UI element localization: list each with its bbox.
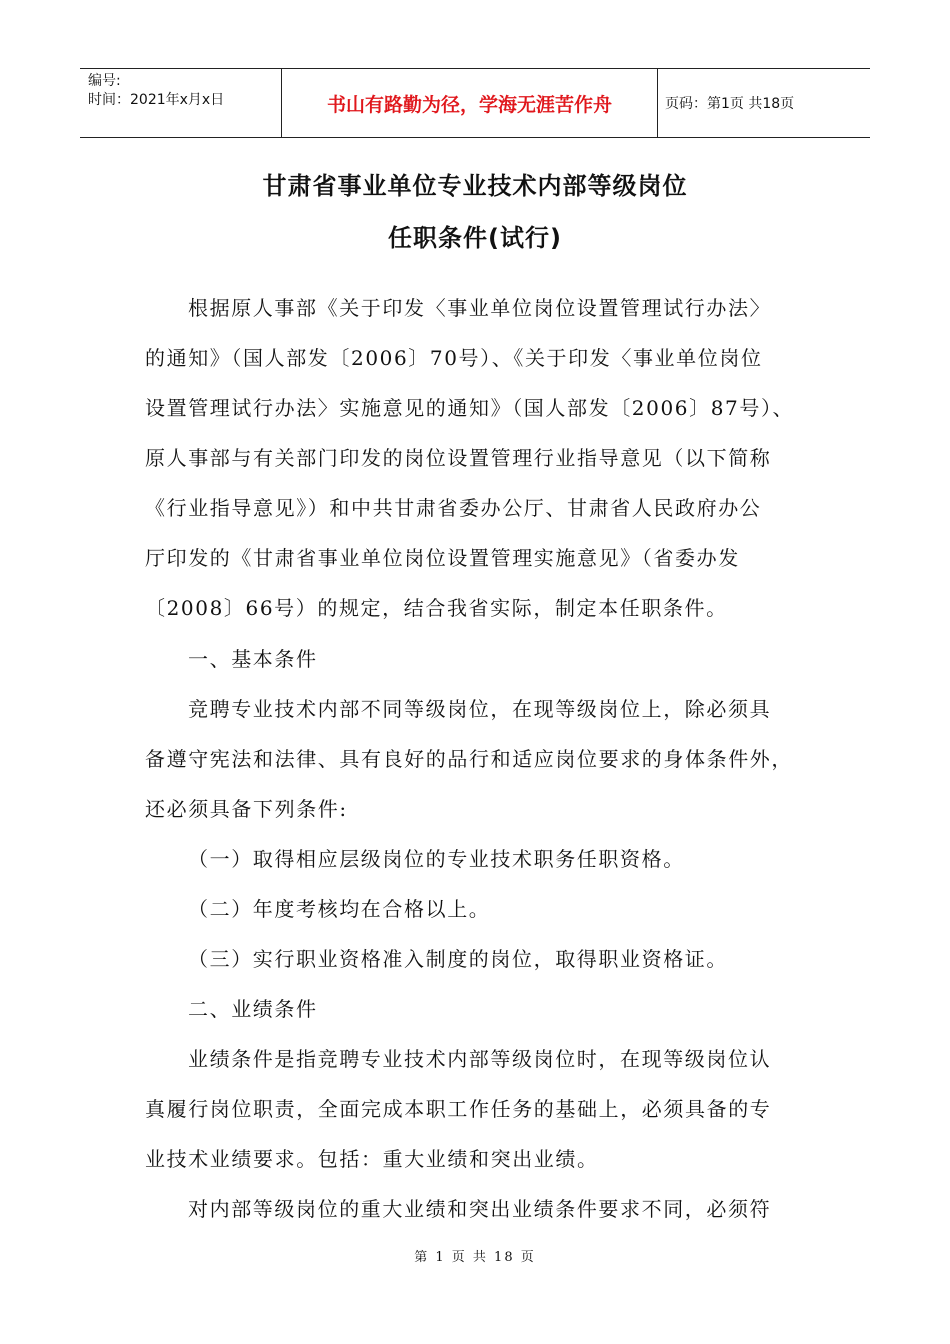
paragraph-line: 备遵守宪法和法律、具有良好的品行和适应岗位要求的身体条件外， <box>145 747 793 771</box>
paragraph-line: 真履行岗位职责，全面完成本职工作任务的基础上，必须具备的专 <box>145 1097 772 1121</box>
paragraph-line: 设置管理试行办法〉实施意见的通知》（国人部发〔2006〕87号）、 <box>145 396 795 420</box>
paragraph-line: 《行业指导意见》）和中共甘肃省委办公厅、甘肃省人民政府办公 <box>145 496 762 520</box>
list-item: （一）取得相应层级岗位的专业技术职务任职资格。 <box>188 847 685 871</box>
paragraph-line: 对内部等级岗位的重大业绩和突出业绩条件要求不同，必须符 <box>188 1197 772 1221</box>
page-footer: 第 1 页 共 18 页 <box>414 1250 536 1265</box>
list-item: （三）实行职业资格准入制度的岗位，取得职业资格证。 <box>188 947 728 971</box>
document-title-line-1: 甘肃省事业单位专业技术内部等级岗位 <box>262 172 688 200</box>
document-time-label: 时间：2021年x月x日 <box>88 92 225 108</box>
paragraph-line: 业绩条件是指竞聘专业技术内部等级岗位时，在现等级岗位认 <box>188 1047 772 1071</box>
paragraph-line: 厅印发的《甘肃省事业单位岗位设置管理实施意见》（省委办发 <box>145 546 740 570</box>
header-table <box>80 68 870 138</box>
header-motto: 书山有路勤为径，学海无涯苦作舟 <box>281 69 658 137</box>
paragraph-line: 的通知》（国人部发〔2006〕70号）、《关于印发〈事业单位岗位 <box>145 346 763 370</box>
section-heading: 二、业绩条件 <box>188 997 318 1021</box>
paragraph-line: 根据原人事部《关于印发〈事业单位岗位设置管理试行办法〉 <box>188 296 772 320</box>
header-meta-cell <box>80 69 280 137</box>
paragraph-line: 还必须具备下列条件: <box>145 797 348 821</box>
section-heading: 一、基本条件 <box>188 647 318 671</box>
paragraph-line: 竞聘专业技术内部不同等级岗位，在现等级岗位上，除必须具 <box>188 697 772 721</box>
paragraph-line: 原人事部与有关部门印发的岗位设置管理行业指导意见（以下简称 <box>145 446 772 470</box>
list-item: （二）年度考核均在合格以上。 <box>188 897 491 921</box>
document-number-label: 编号: <box>88 73 121 89</box>
paragraph-line: 业技术业绩要求。包括：重大业绩和突出业绩。 <box>145 1147 599 1171</box>
document-title-line-2: 任职条件(试行) <box>388 224 562 252</box>
paragraph-line: 〔2008〕66号）的规定，结合我省实际，制定本任职条件。 <box>145 596 728 620</box>
header-page-info: 页码：第1页 共18页 <box>665 96 795 112</box>
